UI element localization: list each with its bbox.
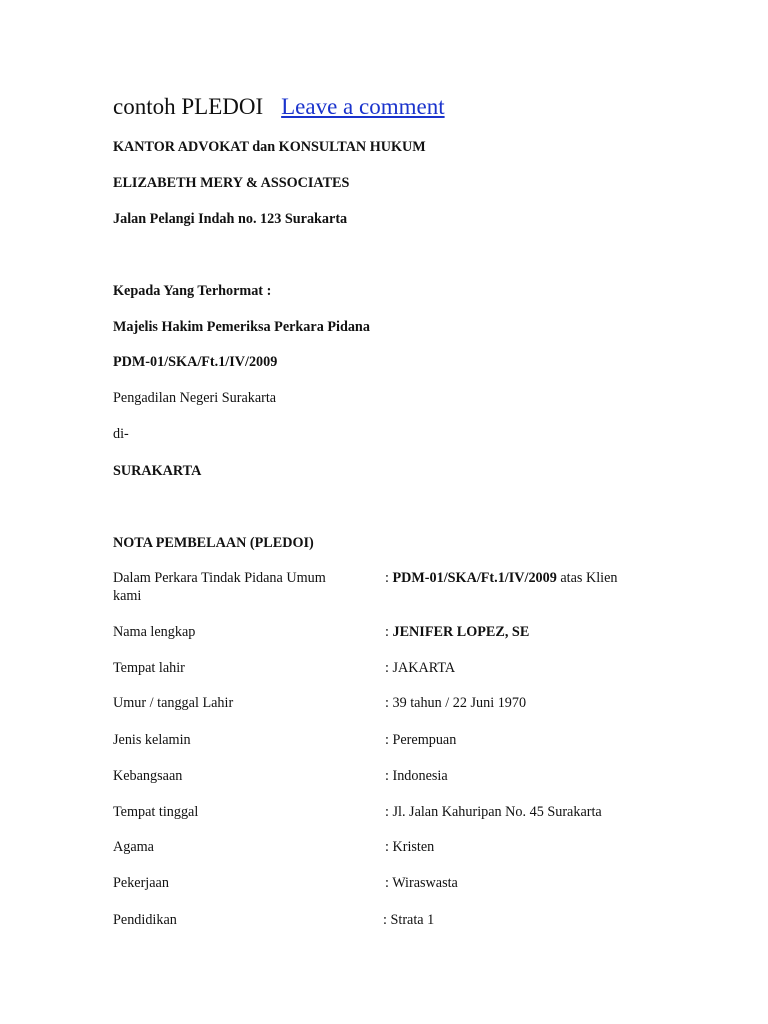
case-label-line2: kami — [113, 588, 142, 604]
client-value: : Jl. Jalan Kahuripan No. 45 Surakarta — [385, 804, 602, 820]
case-suffix: atas Klien — [556, 570, 618, 586]
client-label: Umur / tanggal Lahir — [113, 695, 234, 711]
case-label-line1: Dalam Perkara Tindak Pidana Umum — [113, 570, 326, 586]
page-title: contoh PLEDOI — [113, 94, 264, 119]
recipient-di: di- — [113, 426, 129, 442]
client-value: : 39 tahun / 22 Juni 1970 — [385, 695, 527, 711]
case-value — [385, 569, 618, 587]
firm-office: KANTOR ADVOKAT dan KONSULTAN HUKUM — [113, 139, 426, 155]
client-value: : Indonesia — [385, 768, 448, 784]
client-label: Kebangsaan — [113, 768, 183, 784]
client-label: Pekerjaan — [113, 875, 169, 891]
client-value: : Strata 1 — [383, 912, 435, 928]
recipient-city: SURAKARTA — [113, 463, 202, 479]
recipient-salutation: Kepada Yang Terhormat : — [113, 283, 272, 299]
client-label: Pendidikan — [113, 912, 177, 928]
client-colon: : — [385, 624, 393, 640]
client-label: Tempat lahir — [113, 660, 185, 676]
recipient-judges: Majelis Hakim Pemeriksa Perkara Pidana — [113, 319, 370, 335]
client-value: : JAKARTA — [385, 660, 456, 676]
client-value: : Wiraswasta — [385, 875, 458, 891]
client-value: : Kristen — [385, 839, 435, 855]
case-label — [113, 569, 375, 605]
document-page — [113, 0, 733, 1024]
leave-comment-link[interactable]: Leave a comment — [281, 94, 445, 119]
firm-name: ELIZABETH MERY & ASSOCIATES — [113, 175, 350, 191]
client-label: Agama — [113, 839, 154, 855]
client-value — [385, 623, 529, 641]
client-label: Nama lengkap — [113, 624, 196, 640]
recipient-court: Pengadilan Negeri Surakarta — [113, 390, 277, 406]
document-title — [113, 92, 445, 122]
client-name-value: JENIFER LOPEZ, SE — [392, 624, 530, 640]
case-colon: : — [385, 570, 393, 586]
client-label: Tempat tinggal — [113, 804, 199, 820]
firm-address: Jalan Pelangi Indah no. 123 Surakarta — [113, 211, 348, 227]
client-label: Jenis kelamin — [113, 732, 191, 748]
case-number-value: PDM-01/SKA/Ft.1/IV/2009 — [392, 570, 557, 586]
section-title: NOTA PEMBELAAN (PLEDOI) — [113, 535, 314, 551]
recipient-case-number: PDM-01/SKA/Ft.1/IV/2009 — [113, 354, 278, 370]
client-value: : Perempuan — [385, 732, 457, 748]
